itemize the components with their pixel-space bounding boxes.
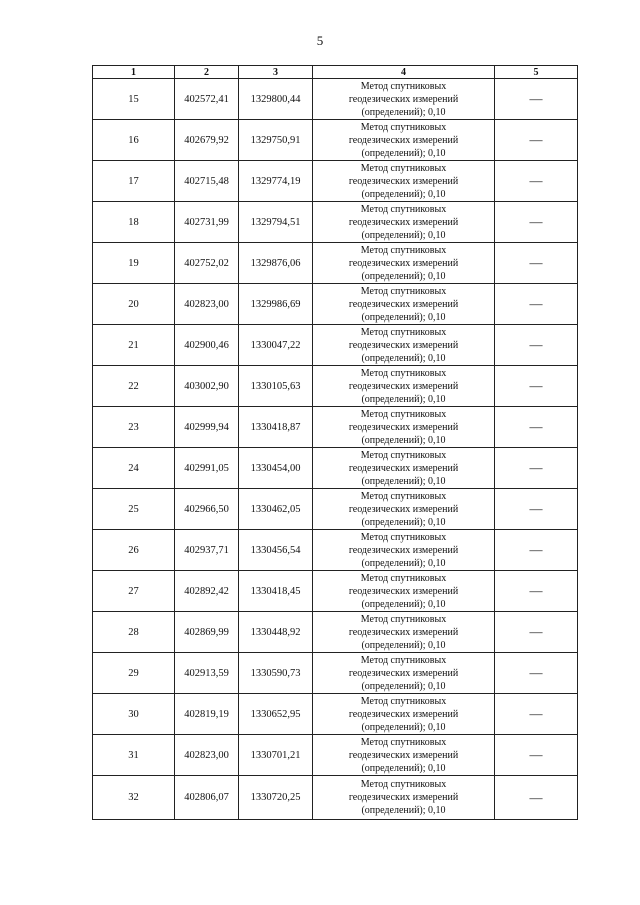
note-cell: — bbox=[495, 325, 578, 366]
method-line: Метод спутниковых bbox=[360, 408, 447, 420]
note-cell: — bbox=[495, 120, 578, 161]
table-row bbox=[93, 407, 578, 448]
coordinate-y-cell: 1329750,91 bbox=[239, 120, 313, 161]
method-line: (определений); 0,10 bbox=[361, 721, 446, 733]
coordinate-x-cell: 402823,00 bbox=[175, 735, 239, 776]
coordinate-y-cell: 1330652,95 bbox=[239, 694, 313, 735]
method-line: геодезических измерений bbox=[348, 792, 459, 803]
note-cell: — bbox=[495, 407, 578, 448]
coordinate-x-cell: 402937,71 bbox=[175, 530, 239, 571]
point-number-cell: 28 bbox=[93, 612, 175, 653]
header-col-4: 4 bbox=[313, 66, 495, 79]
header-col-3: 3 bbox=[239, 66, 313, 79]
coordinate-y-cell: 1329986,69 bbox=[239, 284, 313, 325]
method-line: геодезических измерений bbox=[348, 216, 459, 228]
coordinate-x-cell: 402823,00 bbox=[175, 284, 239, 325]
note-cell: — bbox=[495, 776, 578, 820]
method-line: (определений); 0,10 bbox=[361, 434, 446, 446]
method-cell bbox=[313, 571, 495, 612]
method-line: Метод спутниковых bbox=[360, 613, 447, 625]
table-row bbox=[93, 120, 578, 161]
method-cell bbox=[313, 735, 495, 776]
note-cell: — bbox=[495, 735, 578, 776]
coordinate-y-cell: 1330448,92 bbox=[239, 612, 313, 653]
coordinate-x-cell: 402966,50 bbox=[175, 489, 239, 530]
point-number-cell: 20 bbox=[93, 284, 175, 325]
method-line: (определений); 0,10 bbox=[361, 805, 446, 816]
method-line: геодезических измерений bbox=[348, 462, 459, 474]
coordinate-y-cell: 1330720,25 bbox=[239, 776, 313, 820]
table-row bbox=[93, 366, 578, 407]
method-line: (определений); 0,10 bbox=[361, 352, 446, 364]
table-row bbox=[93, 161, 578, 202]
coordinate-x-cell: 402913,59 bbox=[175, 653, 239, 694]
coordinate-x-cell: 402731,99 bbox=[175, 202, 239, 243]
method-line: Метод спутниковых bbox=[360, 80, 447, 92]
method-cell bbox=[313, 243, 495, 284]
method-line: геодезических измерений bbox=[348, 93, 459, 105]
table-row bbox=[93, 243, 578, 284]
method-line: (определений); 0,10 bbox=[361, 639, 446, 651]
table-row bbox=[93, 694, 578, 735]
method-line: (определений); 0,10 bbox=[361, 147, 446, 159]
note-cell: — bbox=[495, 243, 578, 284]
method-line: Метод спутниковых bbox=[360, 531, 447, 543]
method-cell bbox=[313, 612, 495, 653]
method-line: (определений); 0,10 bbox=[361, 475, 446, 487]
point-number-cell: 30 bbox=[93, 694, 175, 735]
method-line: (определений); 0,10 bbox=[361, 393, 446, 405]
note-cell: — bbox=[495, 694, 578, 735]
method-line: геодезических измерений bbox=[348, 749, 459, 761]
note-cell: — bbox=[495, 284, 578, 325]
table-row bbox=[93, 653, 578, 694]
method-cell bbox=[313, 653, 495, 694]
method-line: (определений); 0,10 bbox=[361, 188, 446, 200]
point-number-cell: 15 bbox=[93, 79, 175, 120]
method-line: геодезических измерений bbox=[348, 544, 459, 556]
method-line: геодезических измерений bbox=[348, 626, 459, 638]
point-number-cell: 17 bbox=[93, 161, 175, 202]
point-number-cell: 25 bbox=[93, 489, 175, 530]
coordinate-y-cell: 1329800,44 bbox=[239, 79, 313, 120]
note-cell: — bbox=[495, 448, 578, 489]
method-line: Метод спутниковых bbox=[360, 367, 447, 379]
coordinate-x-cell: 402869,99 bbox=[175, 612, 239, 653]
method-line: (определений); 0,10 bbox=[361, 680, 446, 692]
method-line: геодезических измерений bbox=[348, 257, 459, 269]
table-row bbox=[93, 448, 578, 489]
table-header-row bbox=[93, 66, 578, 79]
point-number-cell: 27 bbox=[93, 571, 175, 612]
table-row bbox=[93, 489, 578, 530]
method-line: (определений); 0,10 bbox=[361, 557, 446, 569]
table-row bbox=[93, 284, 578, 325]
coordinate-x-cell: 402892,42 bbox=[175, 571, 239, 612]
coordinate-y-cell: 1330105,63 bbox=[239, 366, 313, 407]
coordinate-x-cell: 403002,90 bbox=[175, 366, 239, 407]
coordinate-y-cell: 1330590,73 bbox=[239, 653, 313, 694]
coordinate-x-cell: 402572,41 bbox=[175, 79, 239, 120]
point-number-cell: 23 bbox=[93, 407, 175, 448]
method-line: Метод спутниковых bbox=[360, 203, 447, 215]
method-cell bbox=[313, 489, 495, 530]
method-line: Метод спутниковых bbox=[360, 779, 447, 790]
coordinate-x-cell: 402679,92 bbox=[175, 120, 239, 161]
method-line: Метод спутниковых bbox=[360, 736, 447, 748]
point-number-cell: 19 bbox=[93, 243, 175, 284]
note-cell: — bbox=[495, 612, 578, 653]
coordinate-y-cell: 1330462,05 bbox=[239, 489, 313, 530]
coordinate-y-cell: 1329876,06 bbox=[239, 243, 313, 284]
note-cell: — bbox=[495, 79, 578, 120]
coordinate-x-cell: 402999,94 bbox=[175, 407, 239, 448]
method-cell bbox=[313, 120, 495, 161]
method-line: Метод спутниковых bbox=[360, 490, 447, 502]
note-cell: — bbox=[495, 366, 578, 407]
method-cell bbox=[313, 530, 495, 571]
table-row bbox=[93, 735, 578, 776]
coordinate-x-cell: 402819,19 bbox=[175, 694, 239, 735]
method-line: (определений); 0,10 bbox=[361, 516, 446, 528]
method-line: (определений); 0,10 bbox=[361, 598, 446, 610]
coordinate-y-cell: 1329774,19 bbox=[239, 161, 313, 202]
method-line: геодезических измерений bbox=[348, 585, 459, 597]
table-row bbox=[93, 776, 578, 820]
method-line: геодезических измерений bbox=[348, 339, 459, 351]
point-number-cell: 16 bbox=[93, 120, 175, 161]
method-line: Метод спутниковых bbox=[360, 326, 447, 338]
method-line: (определений); 0,10 bbox=[361, 270, 446, 282]
method-line: Метод спутниковых bbox=[360, 572, 447, 584]
method-cell bbox=[313, 694, 495, 735]
coordinate-y-cell: 1330456,54 bbox=[239, 530, 313, 571]
point-number-cell: 22 bbox=[93, 366, 175, 407]
method-line: Метод спутниковых bbox=[360, 244, 447, 256]
point-number-cell: 31 bbox=[93, 735, 175, 776]
note-cell: — bbox=[495, 202, 578, 243]
coordinates-table bbox=[92, 65, 578, 820]
coordinate-y-cell: 1330418,87 bbox=[239, 407, 313, 448]
table-row bbox=[93, 202, 578, 243]
header-col-5: 5 bbox=[495, 66, 578, 79]
method-cell bbox=[313, 284, 495, 325]
point-number-cell: 32 bbox=[93, 776, 175, 820]
method-line: геодезических измерений bbox=[348, 298, 459, 310]
coordinate-y-cell: 1330701,21 bbox=[239, 735, 313, 776]
header-col-1: 1 bbox=[93, 66, 175, 79]
method-line: геодезических измерений bbox=[348, 708, 459, 720]
table-row bbox=[93, 571, 578, 612]
method-line: геодезических измерений bbox=[348, 380, 459, 392]
table-row bbox=[93, 530, 578, 571]
coordinate-x-cell: 402715,48 bbox=[175, 161, 239, 202]
note-cell: — bbox=[495, 653, 578, 694]
coordinate-y-cell: 1330418,45 bbox=[239, 571, 313, 612]
method-line: геодезических измерений bbox=[348, 421, 459, 433]
coordinate-x-cell: 402806,07 bbox=[175, 776, 239, 820]
coordinate-y-cell: 1330047,22 bbox=[239, 325, 313, 366]
method-cell bbox=[313, 776, 495, 820]
method-cell bbox=[313, 325, 495, 366]
note-cell: — bbox=[495, 530, 578, 571]
method-line: Метод спутниковых bbox=[360, 449, 447, 461]
point-number-cell: 21 bbox=[93, 325, 175, 366]
coordinate-y-cell: 1329794,51 bbox=[239, 202, 313, 243]
coordinate-x-cell: 402900,46 bbox=[175, 325, 239, 366]
method-line: геодезических измерений bbox=[348, 667, 459, 679]
note-cell: — bbox=[495, 571, 578, 612]
note-cell: — bbox=[495, 489, 578, 530]
point-number-cell: 29 bbox=[93, 653, 175, 694]
method-cell bbox=[313, 161, 495, 202]
method-line: (определений); 0,10 bbox=[361, 106, 446, 118]
coordinate-x-cell: 402991,05 bbox=[175, 448, 239, 489]
method-cell bbox=[313, 366, 495, 407]
method-line: (определений); 0,10 bbox=[361, 311, 446, 323]
table-row bbox=[93, 79, 578, 120]
method-cell bbox=[313, 448, 495, 489]
method-line: Метод спутниковых bbox=[360, 695, 447, 707]
method-cell bbox=[313, 79, 495, 120]
table-row bbox=[93, 325, 578, 366]
method-line: Метод спутниковых bbox=[360, 654, 447, 666]
method-cell bbox=[313, 202, 495, 243]
header-col-2: 2 bbox=[175, 66, 239, 79]
method-line: геодезических измерений bbox=[348, 134, 459, 146]
method-line: геодезических измерений bbox=[348, 503, 459, 515]
method-line: Метод спутниковых bbox=[360, 121, 447, 133]
method-line: Метод спутниковых bbox=[360, 285, 447, 297]
table-row bbox=[93, 612, 578, 653]
method-line: (определений); 0,10 bbox=[361, 762, 446, 774]
coordinate-y-cell: 1330454,00 bbox=[239, 448, 313, 489]
note-cell: — bbox=[495, 161, 578, 202]
coordinate-x-cell: 402752,02 bbox=[175, 243, 239, 284]
table-body bbox=[93, 79, 578, 820]
method-cell bbox=[313, 407, 495, 448]
page-number: 5 bbox=[316, 33, 324, 48]
method-line: геодезических измерений bbox=[348, 175, 459, 187]
point-number-cell: 24 bbox=[93, 448, 175, 489]
method-line: (определений); 0,10 bbox=[361, 229, 446, 241]
point-number-cell: 18 bbox=[93, 202, 175, 243]
method-line: Метод спутниковых bbox=[360, 162, 447, 174]
point-number-cell: 26 bbox=[93, 530, 175, 571]
